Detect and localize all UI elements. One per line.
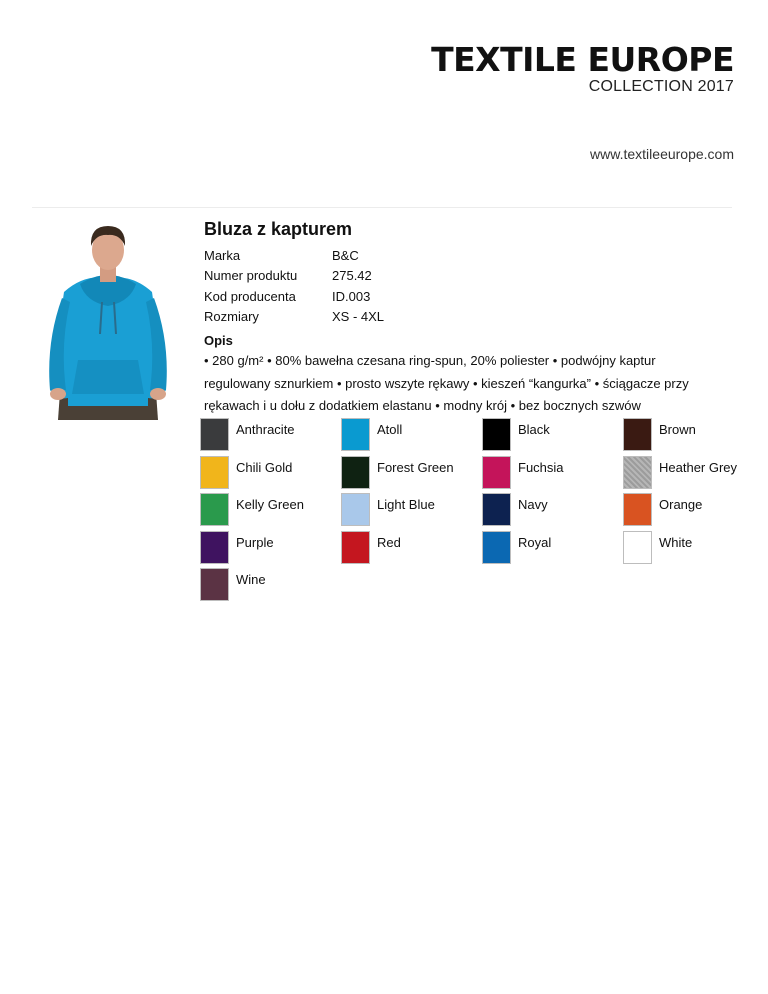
color-swatch bbox=[341, 531, 370, 564]
spec-value: B&C bbox=[332, 247, 359, 263]
product-title: Bluza z kapturem bbox=[204, 219, 353, 239]
color-swatch-item bbox=[482, 531, 551, 564]
spec-value: ID.003 bbox=[332, 288, 371, 304]
color-swatch-item bbox=[341, 456, 454, 489]
description-heading: Opis bbox=[204, 333, 233, 348]
color-swatch bbox=[482, 418, 511, 451]
color-name: Forest Green bbox=[377, 459, 454, 475]
spec-value: XS - 4XL bbox=[332, 309, 385, 325]
color-name: Kelly Green bbox=[236, 497, 304, 512]
description-text: • 280 g/m² • 80% bawełna czesana ring-spun, 20% poliester • podwójny kaptur regulowany sznurkiem • prosto wszyte rękawy • kieszeń “kangurka” • ściągacze przy rękawach i u dołu z dodatkiem elastanu • modny krój • bez bocznych szwów bbox=[204, 353, 689, 413]
color-swatch bbox=[200, 531, 229, 564]
product-specs bbox=[204, 245, 384, 327]
color-swatch-item bbox=[623, 456, 737, 489]
brand-logo bbox=[431, 40, 734, 96]
color-swatch bbox=[200, 456, 229, 489]
color-swatch-item bbox=[341, 531, 401, 564]
color-swatch-item bbox=[200, 418, 295, 451]
color-name: Red bbox=[377, 534, 401, 550]
color-name: Royal bbox=[518, 534, 552, 550]
color-swatch-item bbox=[482, 418, 550, 451]
spec-label: Rozmiary bbox=[204, 309, 259, 325]
website-link[interactable]: www.textileeurope.com bbox=[590, 146, 734, 162]
spec-value: 275.42 bbox=[332, 268, 372, 284]
color-name: Anthracite bbox=[236, 422, 295, 437]
spec-label: Numer produktu bbox=[204, 268, 298, 284]
color-swatch bbox=[341, 456, 370, 489]
brand-subtitle: COLLECTION 2017 bbox=[588, 78, 734, 95]
color-swatch bbox=[482, 456, 511, 489]
color-swatch bbox=[341, 493, 370, 526]
spec-label: Kod producenta bbox=[204, 288, 296, 304]
color-name: White bbox=[659, 534, 693, 550]
color-name: Wine bbox=[236, 572, 266, 587]
color-name: Atoll bbox=[377, 422, 403, 437]
header-divider bbox=[32, 207, 732, 208]
color-swatch-item bbox=[623, 418, 696, 451]
color-swatch bbox=[341, 418, 370, 451]
color-name: Chili Gold bbox=[236, 459, 293, 475]
color-name: Heather Grey bbox=[659, 459, 738, 475]
color-name: Black bbox=[518, 422, 550, 437]
color-swatch-item bbox=[200, 456, 292, 489]
spec-row-sizes bbox=[204, 307, 384, 328]
color-swatch bbox=[482, 493, 511, 526]
spec-row-manufacturer-code bbox=[204, 286, 384, 307]
color-swatch-item bbox=[200, 493, 304, 526]
spec-label: Marka bbox=[204, 247, 241, 263]
spec-row-brand bbox=[204, 245, 384, 266]
color-swatch bbox=[200, 418, 229, 451]
color-swatch-item bbox=[200, 531, 274, 564]
color-swatch bbox=[482, 531, 511, 564]
color-swatch-item bbox=[341, 493, 435, 526]
color-swatch-item bbox=[482, 493, 548, 526]
color-swatch bbox=[623, 456, 652, 489]
brand-title: TEXTILE EUROPE bbox=[431, 40, 734, 79]
color-swatch bbox=[623, 493, 652, 526]
color-swatch-item bbox=[623, 493, 702, 526]
color-swatch-item bbox=[200, 568, 266, 601]
color-name: Light Blue bbox=[377, 497, 435, 512]
color-swatch-item bbox=[341, 418, 402, 451]
spec-row-product-number bbox=[204, 266, 384, 287]
color-swatch bbox=[200, 568, 229, 601]
color-name: Navy bbox=[518, 497, 548, 512]
color-name: Orange bbox=[659, 497, 703, 512]
color-name: Purple bbox=[236, 534, 274, 550]
color-swatch bbox=[623, 418, 652, 451]
color-swatch bbox=[623, 531, 652, 564]
color-name: Brown bbox=[659, 422, 696, 437]
color-name: Fuchsia bbox=[518, 459, 564, 475]
product-photo bbox=[44, 222, 172, 420]
color-swatch bbox=[200, 493, 229, 526]
color-swatch-item bbox=[623, 531, 692, 564]
color-swatch-item bbox=[482, 456, 564, 489]
